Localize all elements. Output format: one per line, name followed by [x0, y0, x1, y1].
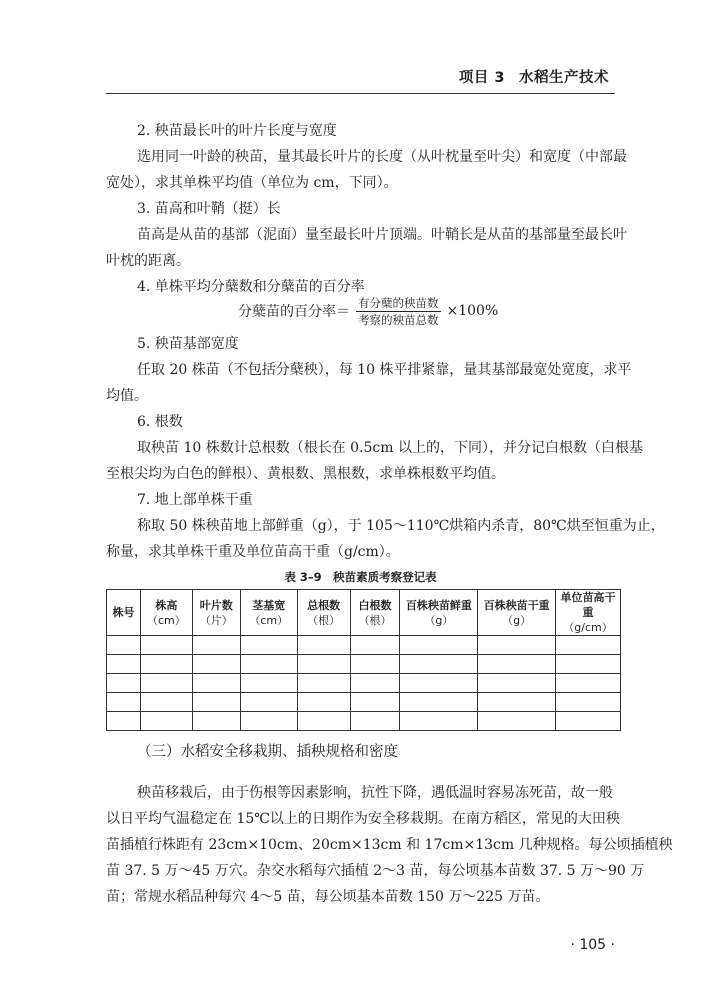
paragraph-line: 称取 50 株秧苗地上部鲜重（g），于 105～110℃烘箱内杀青，80℃烘至恒重为止，: [137, 518, 665, 534]
table-row: [107, 712, 621, 731]
paragraph-line: 任取 20 株苗（不包括分蘖秧），每 10 株平排紧靠，量其基部最宽处宽度，求平: [137, 362, 632, 378]
table-cell: [107, 712, 141, 731]
table-cell: [140, 712, 192, 731]
table-cell: [350, 655, 400, 674]
table-cell: [192, 674, 240, 693]
paragraph-line: 均值。: [106, 388, 148, 404]
seedling-quality-table: [106, 589, 621, 731]
column-header: 百株秧苗干重 （g）: [478, 590, 556, 636]
table-cell: [140, 636, 192, 655]
table-row: [107, 636, 621, 655]
table-cell: [240, 655, 297, 674]
table-cell: [107, 636, 141, 655]
table-cell: [140, 674, 192, 693]
heading-leaf-length: 2. 秧苗最长叶的叶片长度与宽度: [137, 123, 337, 139]
table-caption: 表 3–9 秧苗素质考察登记表: [284, 570, 437, 584]
table-cell: [140, 693, 192, 712]
column-header: 茎基宽 （cm）: [240, 590, 297, 636]
paragraph-line: 选用同一叶龄的秧苗，量其最长叶片的长度（从叶枕量至叶尖）和宽度（中部最: [137, 149, 627, 165]
paragraph-line: 以日平均气温稳定在 15℃以上的日期作为安全移栽期。在南方稻区，常见的大田秧: [106, 811, 620, 827]
table-cell: [192, 655, 240, 674]
table-row: [107, 693, 621, 712]
table-cell: [350, 712, 400, 731]
tiller-percentage-formula: [238, 296, 498, 326]
table-cell: [107, 655, 141, 674]
table-cell: [192, 712, 240, 731]
heading-tillers: 4. 单株平均分蘖数和分蘖苗的百分率: [137, 279, 365, 295]
table-cell: [478, 655, 556, 674]
table-cell: [350, 693, 400, 712]
paragraph-line: 苗插植行株距有 23cm×10cm、20cm×13cm 和 17cm×13cm 几种规格。每公顷插植秧: [106, 837, 673, 853]
section-heading: （三）水稻安全移栽期、插秧规格和密度: [137, 744, 398, 760]
formula-multiplier: ×100%: [446, 303, 499, 319]
table-cell: [192, 636, 240, 655]
column-header: 白根数 （根）: [350, 590, 400, 636]
table-cell: [240, 636, 297, 655]
table-cell: [240, 693, 297, 712]
table-row: [107, 674, 621, 693]
table-cell: [556, 712, 621, 731]
column-header: 总根数 （根）: [297, 590, 350, 636]
table-cell: [140, 655, 192, 674]
table-row: [107, 655, 621, 674]
table-cell: [297, 636, 350, 655]
paragraph-line: 苗高是从苗的基部（泥面）量至最长叶片顶端。叶鞘长是从苗的基部量至最长叶: [137, 227, 627, 243]
paragraph-line: 取秧苗 10 株数计总根数（根长在 0.5cm 以上的，下同），并分记白根数（白根基: [137, 440, 643, 456]
table-cell: [297, 655, 350, 674]
table-cell: [297, 712, 350, 731]
table-cell: [350, 636, 400, 655]
paragraph-line: 苗；常规水稻品种每穴 4～5 苗，每公顷基本苗数 150 万～225 万苗。: [106, 889, 550, 905]
table-body: [107, 636, 621, 731]
table-cell: [556, 693, 621, 712]
table-cell: [107, 674, 141, 693]
table-cell: [400, 636, 478, 655]
formula-fraction: [356, 296, 441, 327]
formula-denominator: 考察的秧苗总数: [358, 312, 439, 327]
paragraph-line: 苗 37. 5 万～45 万穴。杂交水稻每穴插植 2～3 苗，每公顷基本苗数 37. 5 万～90 万: [106, 863, 645, 879]
table-cell: [400, 655, 478, 674]
column-header: 叶片数 （片）: [192, 590, 240, 636]
table-cell: [240, 674, 297, 693]
column-header: 单位苗高干重 （g/cm）: [556, 590, 621, 636]
table-cell: [478, 636, 556, 655]
table-cell: [556, 636, 621, 655]
running-header: [459, 66, 609, 87]
header-project: 项目 3: [458, 70, 505, 86]
header-rule: [106, 93, 615, 94]
header-title: 水稻生产技术: [519, 70, 609, 86]
table-cell: [240, 712, 297, 731]
formula-numerator: 有分蘖的秧苗数: [358, 295, 439, 310]
table-cell: [478, 712, 556, 731]
table-cell: [107, 693, 141, 712]
paragraph-line: 宽处），求其单株平均值（单位为 cm，下同）。: [106, 175, 398, 191]
table-cell: [192, 693, 240, 712]
heading-base-width: 5. 秧苗基部宽度: [137, 336, 239, 352]
page-number: · 105 ·: [570, 937, 615, 953]
table-cell: [297, 693, 350, 712]
table-cell: [400, 674, 478, 693]
table-cell: [400, 712, 478, 731]
column-header: 株高 （cm）: [140, 590, 192, 636]
paragraph-line: 叶枕的距离。: [106, 253, 190, 269]
heading-dry-weight: 7. 地上部单株干重: [137, 492, 253, 508]
table-cell: [297, 674, 350, 693]
column-header: 株号: [107, 590, 141, 636]
paragraph-line: 至根尖均为白色的鲜根）、黄根数、黑根数，求单株根数平均值。: [106, 466, 505, 482]
table-cell: [400, 693, 478, 712]
heading-seedling-height: 3. 苗高和叶鞘（挺）长: [137, 201, 281, 217]
table-cell: [350, 674, 400, 693]
heading-root-count: 6. 根数: [137, 414, 183, 430]
table-cell: [478, 693, 556, 712]
formula-lhs: 分蘖苗的百分率＝: [238, 304, 350, 320]
table-cell: [556, 674, 621, 693]
table-header-row: [107, 590, 621, 636]
table-cell: [556, 655, 621, 674]
paragraph-line: 秧苗移栽后，由于伤根等因素影响，抗性下降，遇低温时容易冻死苗，故一般: [137, 785, 613, 801]
column-header: 百株秧苗鲜重 （g）: [400, 590, 478, 636]
table-cell: [478, 674, 556, 693]
paragraph-line: 称量，求其单株干重及单位苗高干重（g/cm）。: [106, 544, 400, 560]
